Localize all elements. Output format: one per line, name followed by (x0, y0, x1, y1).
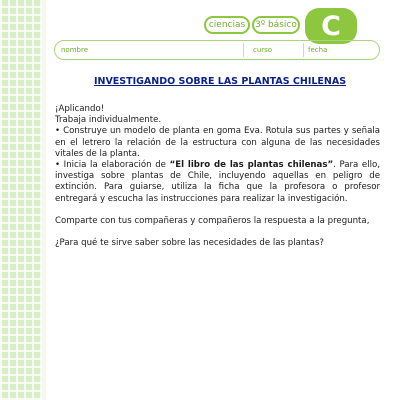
page-title: INVESTIGANDO SOBRE LAS PLANTAS CHILENAS (93, 76, 347, 87)
name-field-label: nombre (61, 46, 89, 54)
bullet-text: • Inicia la elaboración de (55, 160, 170, 171)
decorative-sidebar-pattern (0, 0, 42, 400)
student-info-bar (54, 40, 380, 60)
book-title: “El libro de las plantas chilenas” (169, 160, 334, 171)
divider (303, 43, 304, 57)
section-heading: ¡Aplicando! (55, 104, 105, 114)
subject-badge: C (305, 8, 357, 44)
subject-label: ciencias (204, 16, 250, 34)
header-pills (204, 16, 300, 36)
date-field-label: fecha (308, 46, 328, 54)
instruction-text: Trabaja individualmente. (55, 115, 162, 126)
bullet-item: • Construye un modelo de planta en goma Eva. Rotula sus partes y señala en el letrero la relación de la estructura con alguna de las necesidades vitales de la planta. (55, 126, 380, 159)
sidebar-edge (42, 0, 46, 400)
share-instruction: Comparte con tus compañeras y compañeros la respuesta a la pregunta, (55, 215, 370, 226)
grade-label: 3º básico (252, 16, 300, 34)
question-text: ¿Para qué te sirve saber sobre las necesidades de las plantas? (55, 238, 324, 249)
course-field-label: curso (253, 46, 273, 54)
bullet-text: . Para ello, investiga sobre plantas de Chile, incluyendo aquellas en peligro de extinción. Para guiarse, utiliza la ficha que la profesora o profesor entregará y escucha las instrucciones para realizar la investigación. (55, 160, 380, 204)
worksheet-content (55, 104, 380, 249)
bullet-item (55, 160, 380, 205)
divider (243, 43, 244, 57)
